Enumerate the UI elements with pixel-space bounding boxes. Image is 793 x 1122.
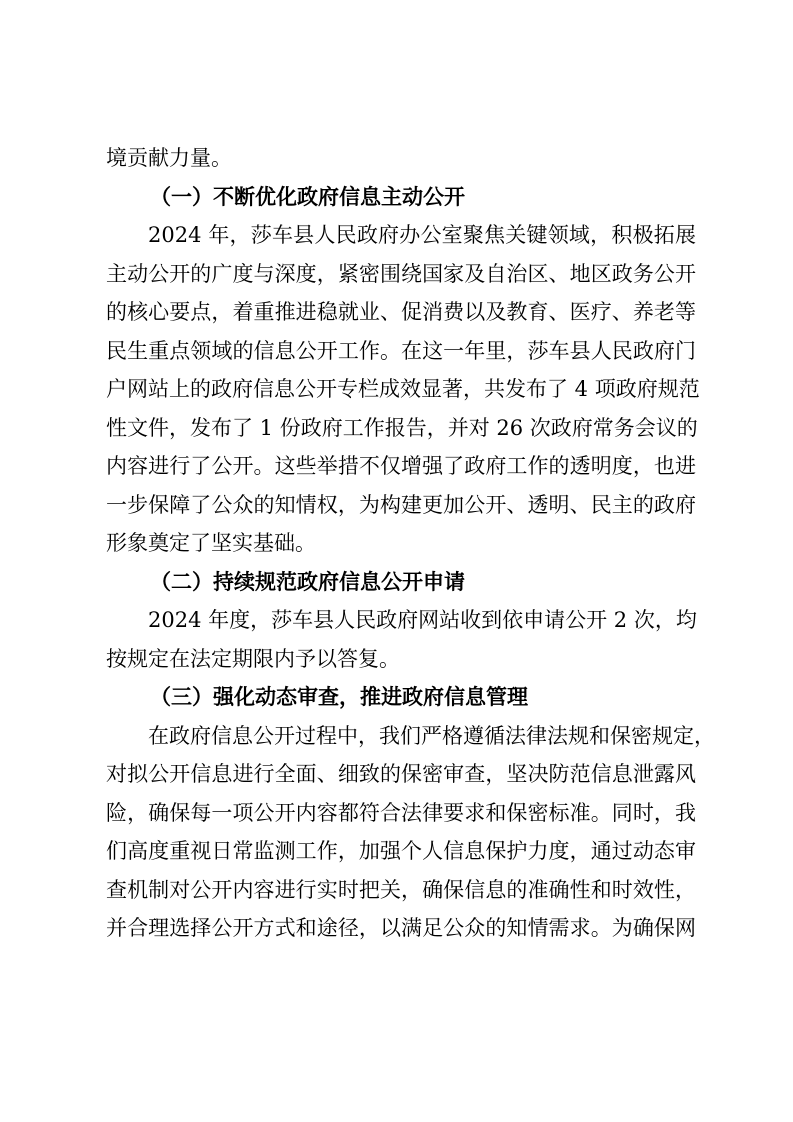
paragraph-line: 险，确保每一项公开内容都符合法律要求和保密标准。同时，我 bbox=[106, 800, 696, 825]
paragraph-line: 在政府信息公开过程中，我们严格遵循法律法规和保密规定， bbox=[148, 723, 715, 748]
paragraph-line: 2024 年，莎车县人民政府办公室聚焦关键领域，积极拓展 bbox=[148, 223, 696, 247]
paragraph-line: 户网站上的政府信息公开专栏成效显著，共发布了 4 项政府规范 bbox=[106, 377, 700, 401]
section-heading-1: （一）不断优化政府信息主动公开 bbox=[150, 183, 465, 209]
paragraph-line: 形象奠定了坚实基础。 bbox=[106, 531, 316, 555]
paragraph-line: 性文件，发布了 1 份政府工作报告，并对 26 次政府常务会议的 bbox=[106, 415, 698, 440]
paragraph-line: 民生重点领域的信息公开工作。在这一年里，莎车县人民政府门 bbox=[106, 338, 696, 363]
paragraph-line: 并合理选择公开方式和途径，以满足公众的知情需求。为确保网 bbox=[106, 916, 696, 940]
paragraph-line: 们高度重视日常监测工作，加强个人信息保护力度，通过动态审 bbox=[106, 839, 696, 863]
paragraph-line: 查机制对公开内容进行实时把关，确保信息的准确性和时效性， bbox=[106, 877, 696, 902]
paragraph-line: 内容进行了公开。这些举措不仅增强了政府工作的透明度，也进 bbox=[106, 454, 696, 478]
document-page bbox=[106, 139, 715, 948]
paragraph-line: 2024 年度，莎车县人民政府网站收到依申请公开 2 次，均 bbox=[148, 608, 697, 632]
paragraph-line: 的核心要点，着重推进稳就业、促消费以及教育、医疗、养老等 bbox=[106, 300, 696, 324]
paragraph-line: 一步保障了公众的知情权，为构建更加公开、透明、民主的政府 bbox=[106, 492, 696, 517]
paragraph-line: 主动公开的广度与深度，紧密围绕国家及自治区、地区政务公开 bbox=[106, 261, 696, 286]
paragraph-line: 按规定在法定期限内予以答复。 bbox=[106, 646, 400, 671]
section-heading-3: （三）强化动态审查，推进政府信息管理 bbox=[150, 684, 528, 709]
paragraph-line: 境贡献力量。 bbox=[106, 146, 232, 170]
section-heading-2: （二）持续规范政府信息公开申请 bbox=[150, 568, 465, 594]
paragraph-line: 对拟公开信息进行全面、细致的保密审查，坚决防范信息泄露风 bbox=[106, 762, 696, 786]
